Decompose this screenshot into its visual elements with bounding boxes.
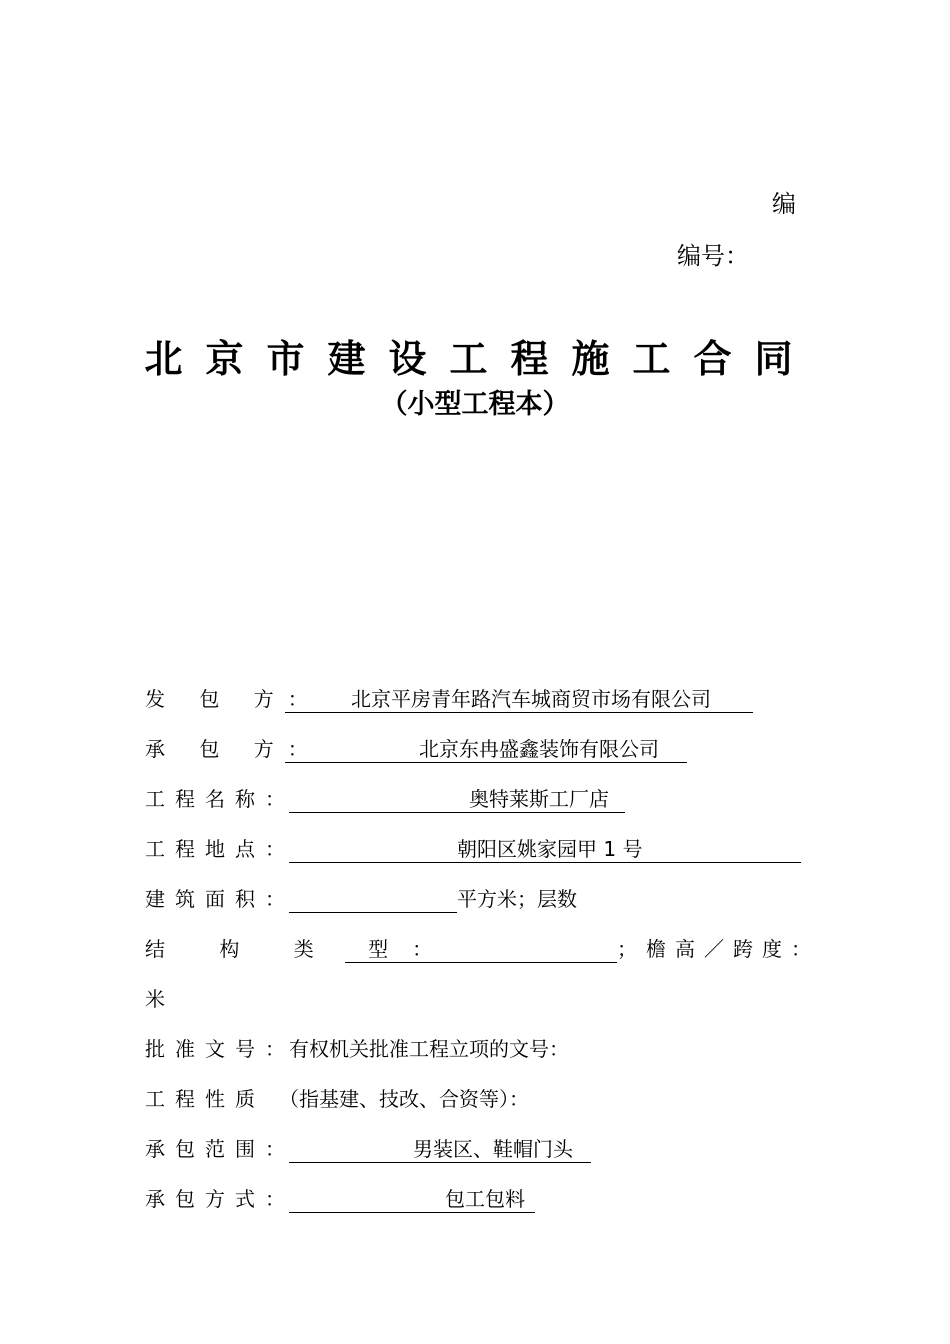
- field-label: 承包方式：: [145, 1187, 295, 1211]
- project-location-value: 朝阳区姚家园甲 1 号: [289, 836, 801, 863]
- field-label: 建筑面积：: [145, 887, 295, 911]
- field-contract-scope: [145, 1135, 591, 1163]
- field-label: 承包范围：: [145, 1137, 295, 1161]
- field-label: 批准文号：: [145, 1037, 295, 1061]
- eave-height-unit: 米: [145, 987, 165, 1011]
- field-label: 工程性质: [145, 1087, 265, 1111]
- page-subtitle: （小型工程本）: [380, 389, 570, 420]
- contract-number-label: 编号：: [677, 242, 749, 270]
- field-approval-number: [145, 1035, 569, 1063]
- field-label: 工程地点：: [145, 837, 295, 861]
- project-name-value: 奥特莱斯工厂店: [289, 786, 625, 813]
- building-area-blank: [289, 912, 457, 913]
- employer-value: 北京平房青年路汽车城商贸市场有限公司: [285, 686, 753, 713]
- contract-method-value: 包工包料: [289, 1186, 535, 1213]
- project-nature-text: （指基建、技改、合资等）：: [279, 1087, 529, 1111]
- page-title: 北京市建设工程施工合同: [144, 337, 816, 381]
- field-contractor: [145, 735, 687, 763]
- field-label: 结 构 类 型：: [145, 937, 457, 961]
- contract-scope-value: 男装区、鞋帽门头: [289, 1136, 591, 1163]
- field-building-area: [145, 885, 577, 913]
- structure-unit-line: [145, 985, 165, 1013]
- corner-char: 编: [772, 190, 796, 218]
- field-contract-method: [145, 1185, 535, 1213]
- field-project-name: [145, 785, 625, 813]
- field-structure-type: [145, 935, 820, 963]
- contractor-value: 北京东冉盛鑫装饰有限公司: [285, 736, 687, 763]
- eave-height-label: ；檐高／跨度：: [617, 937, 820, 961]
- approval-number-text: 有权机关批准工程立项的文号：: [289, 1037, 569, 1061]
- building-area-unit: 平方米；层数: [457, 887, 577, 911]
- structure-type-blank: [345, 962, 617, 963]
- field-label: 发 包 方：: [145, 687, 322, 711]
- field-employer: [145, 685, 753, 713]
- field-project-nature: [145, 1085, 529, 1113]
- field-label: 承 包 方：: [145, 737, 322, 761]
- field-label: 工程名称：: [145, 787, 295, 811]
- field-project-location: [145, 835, 801, 863]
